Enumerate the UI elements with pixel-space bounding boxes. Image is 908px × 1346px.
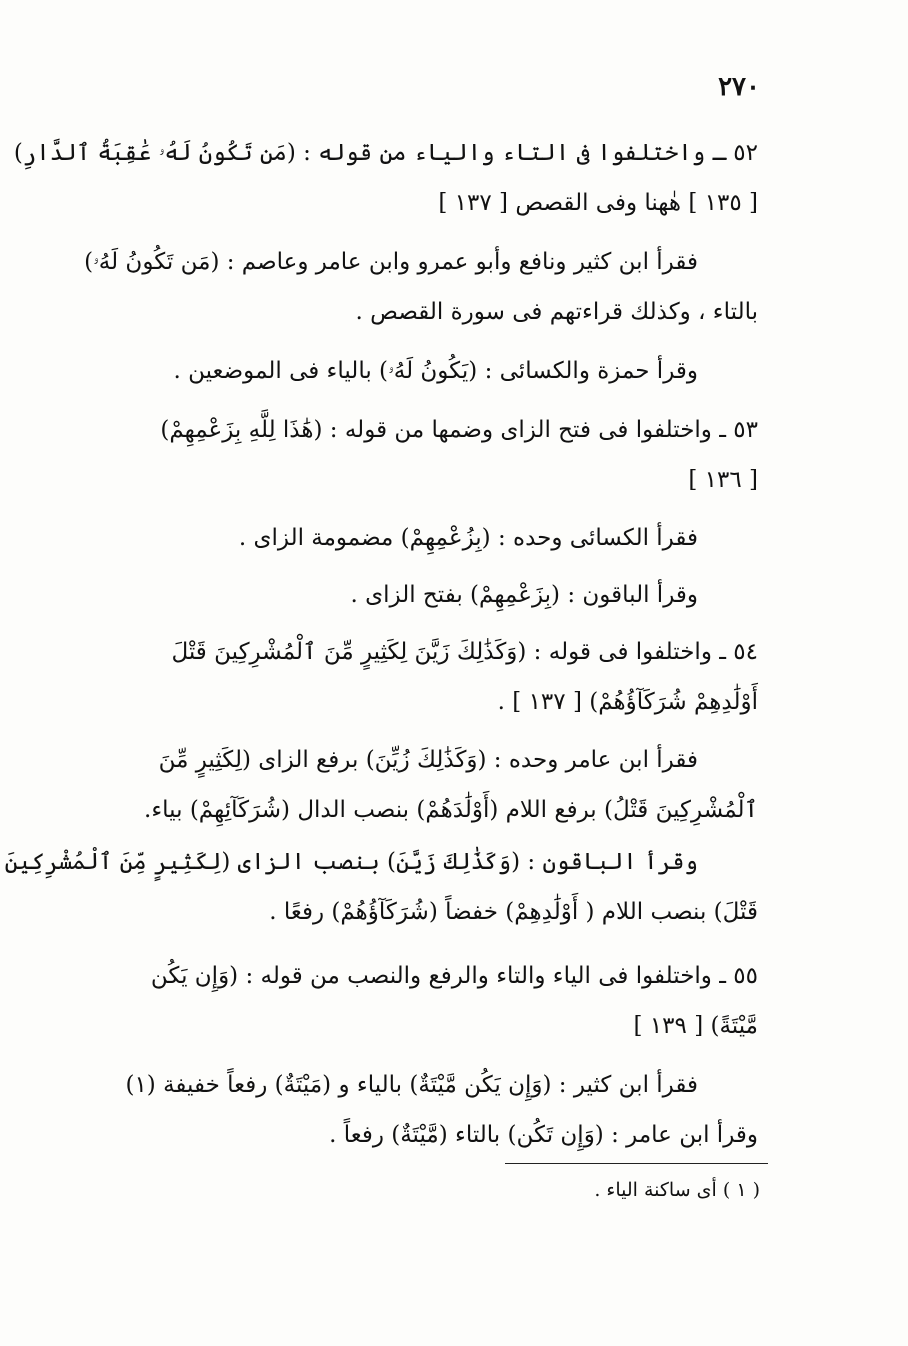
paragraph-p54b xyxy=(4,837,758,937)
paragraph-p53 xyxy=(108,405,758,505)
text-line: فقرأ ابن كثير ونافع وأبو عمرو وابن عامر وعاصم : (مَن تَكُونُ لَهُۥ) xyxy=(84,249,698,275)
text-line: ٥٤ ـ واختلفوا فى قوله : (وَكَذَٰلِكَ زَيَّنَ لِكَثِيرٍ مِّنَ ٱلْمُشْرِكِينَ قَتْلَ xyxy=(171,639,758,665)
paragraph-p52b xyxy=(108,346,758,396)
paragraph-p55a xyxy=(108,1060,758,1160)
text-line: فقرأ ابن عامر وحده : (وَكَذَٰلِكَ زُيِّنَ) برفع الزاى (لِكَثِيرٍ مِّنَ xyxy=(158,747,698,773)
paragraph-p54 xyxy=(108,627,758,727)
text-line: وقرأ ابن عامر : (وَإِن تَكُن) بالتاء (مَّيْتَةٌ) رفعاً . xyxy=(329,1122,758,1148)
text-line: قَتْلَ) بنصب اللام ( أَوْلَٰدِهِمْ) خفضاً (شُرَكَآؤُهُمْ) رفعًا . xyxy=(269,899,758,925)
text-line: بالتاء ، وكذلك قراءتهم فى سورة القصص . xyxy=(355,299,758,325)
paragraph-p53b xyxy=(108,570,758,620)
paragraph-p55 xyxy=(108,951,758,1051)
text-line: وقرأ الباقون : (وَكَذَٰلِكَ زَيَّنَ) بنصب الزاى (لِكَثِيرٍ مِّنَ ٱلْمُشْرِكِينَ xyxy=(4,849,698,875)
text-line: ٥٥ ـ واختلفوا فى الياء والتاء والرفع والنصب من قوله : (وَإِن يَكُن xyxy=(150,963,758,989)
text-line: ٥٢ ـ واختلفوا فى التاء والياء من قوله : (مَن تَكُونُ لَهُۥ عَٰقِبَةُ ٱلدَّارِ) xyxy=(13,140,758,166)
text-line: أَوْلَٰدِهِمْ شُرَكَآؤُهُمْ) [ ١٣٧ ] . xyxy=(497,689,758,715)
text-line: [ ١٣٦ ] xyxy=(688,467,758,493)
paragraph-p54a xyxy=(108,735,758,835)
footnote-separator xyxy=(505,1163,768,1164)
text-line: وقرأ حمزة والكسائى : (يَكُونُ لَهُۥ) بالياء فى الموضعين . xyxy=(173,358,698,384)
paragraph-p52a xyxy=(84,237,758,337)
page-number: ٢٧٠ xyxy=(718,72,760,102)
text-line: فقرأ الكسائى وحده : (بِزُعْمِهِمْ) مضمومة الزاى . xyxy=(238,525,698,551)
text-line: وقرأ الباقون : (بِزَعْمِهِمْ) بفتح الزاى . xyxy=(350,582,698,608)
paragraph-p53a xyxy=(108,513,758,563)
text-line: فقرأ ابن كثير : (وَإِن يَكُن مَّيْتَةٌ) بالياء و (مَيْتَةٌ) رفعاً خفيفة (١) xyxy=(125,1072,698,1098)
paragraph-p52 xyxy=(13,128,758,228)
text-line: مَّيْتَةً) [ ١٣٩ ] xyxy=(633,1013,758,1039)
text-line: ٱلْمُشْرِكِينَ قَتْلُ) برفع اللام (أَوْلَٰدَهُمْ) بنصب الدال (شُرَكَآئِهِمْ) بياء. xyxy=(144,797,758,823)
text-line: ٥٣ ـ واختلفوا فى فتح الزاى وضمها من قوله : (هَٰذَا لِلَّهِ بِزَعْمِهِمْ) xyxy=(160,417,758,443)
text-line: [ ١٣٥ ] هٰهنا وفى القصص [ ١٣٧ ] xyxy=(438,190,758,216)
footnote: ( ١ ) أى ساكنة الياء . xyxy=(594,1179,760,1201)
